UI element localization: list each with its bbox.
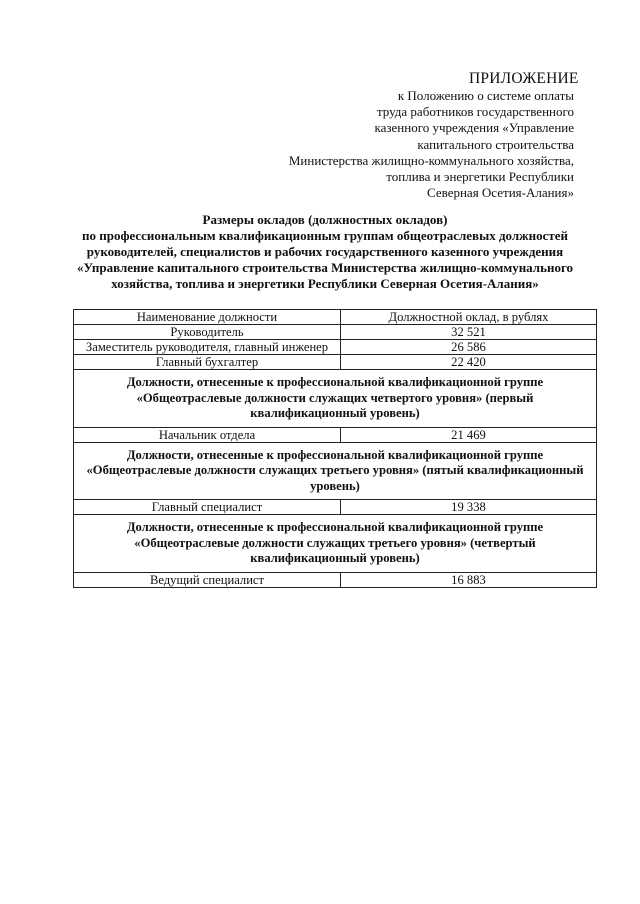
appendix-line: труда работников государственного (376, 104, 574, 120)
salary-cell: 16 883 (341, 572, 597, 587)
position-cell: Ведущий специалист (74, 572, 341, 587)
table-row (74, 340, 597, 355)
table-header-row (74, 310, 597, 325)
group-heading-row (74, 515, 597, 573)
appendix-line: к Положению о системе оплаты (397, 88, 574, 103)
heading-line: Размеры окладов (должностных окладов) (202, 212, 448, 227)
position-cell: Главный бухгалтер (74, 355, 341, 370)
appendix-reference (244, 88, 574, 201)
salary-table (73, 309, 597, 588)
position-cell: Руководитель (74, 325, 341, 340)
position-cell: Главный специалист (74, 500, 341, 515)
salary-cell: 32 521 (341, 325, 597, 340)
group-heading-cell: Должности, отнесенные к профессиональной квалификационной группе «Общеотраслевые должности служащих четвертого уровня» (первый квалификационный уровень) (74, 370, 597, 428)
position-cell: Заместитель руководителя, главный инженер (74, 340, 341, 355)
appendix-title: ПРИЛОЖЕНИЕ (469, 70, 579, 87)
table-row (74, 355, 597, 370)
position-cell: Начальник отдела (74, 427, 341, 442)
appendix-line: Северная Осетия-Алания» (427, 185, 574, 201)
group-heading-cell: Должности, отнесенные к профессиональной квалификационной группе «Общеотраслевые должности служащих третьего уровня» (пятый квалификационный уровень) (74, 442, 597, 500)
table-row (74, 427, 597, 442)
document-heading (40, 212, 610, 292)
column-header-salary: Должностной оклад, в рублях (341, 310, 597, 325)
salary-cell: 22 420 (341, 355, 597, 370)
group-heading-row (74, 442, 597, 500)
heading-line: по профессиональным квалификационным группам общеотраслевых должностей (81, 228, 568, 243)
salary-cell: 19 338 (341, 500, 597, 515)
table-row (74, 325, 597, 340)
heading-line: «Управление капитального строительства Министерства жилищно-коммунального (76, 260, 574, 275)
table-row (74, 500, 597, 515)
appendix-line: Министерства жилищно-коммунального хозяйства, (288, 152, 574, 168)
table-row (74, 572, 597, 587)
group-heading-cell: Должности, отнесенные к профессиональной квалификационной группе «Общеотраслевые должности служащих третьего уровня» (четвертый квалификационный уровень) (74, 515, 597, 573)
heading-line: хозяйства, топлива и энергетики Республики Северная Осетия-Алания» (111, 276, 539, 291)
appendix-line: топлива и энергетики Республики (386, 169, 574, 185)
salary-cell: 21 469 (341, 427, 597, 442)
salary-cell: 26 586 (341, 340, 597, 355)
heading-line: руководителей, специалистов и рабочих государственного казенного учреждения (86, 244, 564, 259)
appendix-line: капитального строительства (417, 136, 574, 152)
column-header-position: Наименование должности (74, 310, 341, 325)
appendix-line: казенного учреждения «Управление (374, 120, 574, 136)
group-heading-row (74, 370, 597, 428)
